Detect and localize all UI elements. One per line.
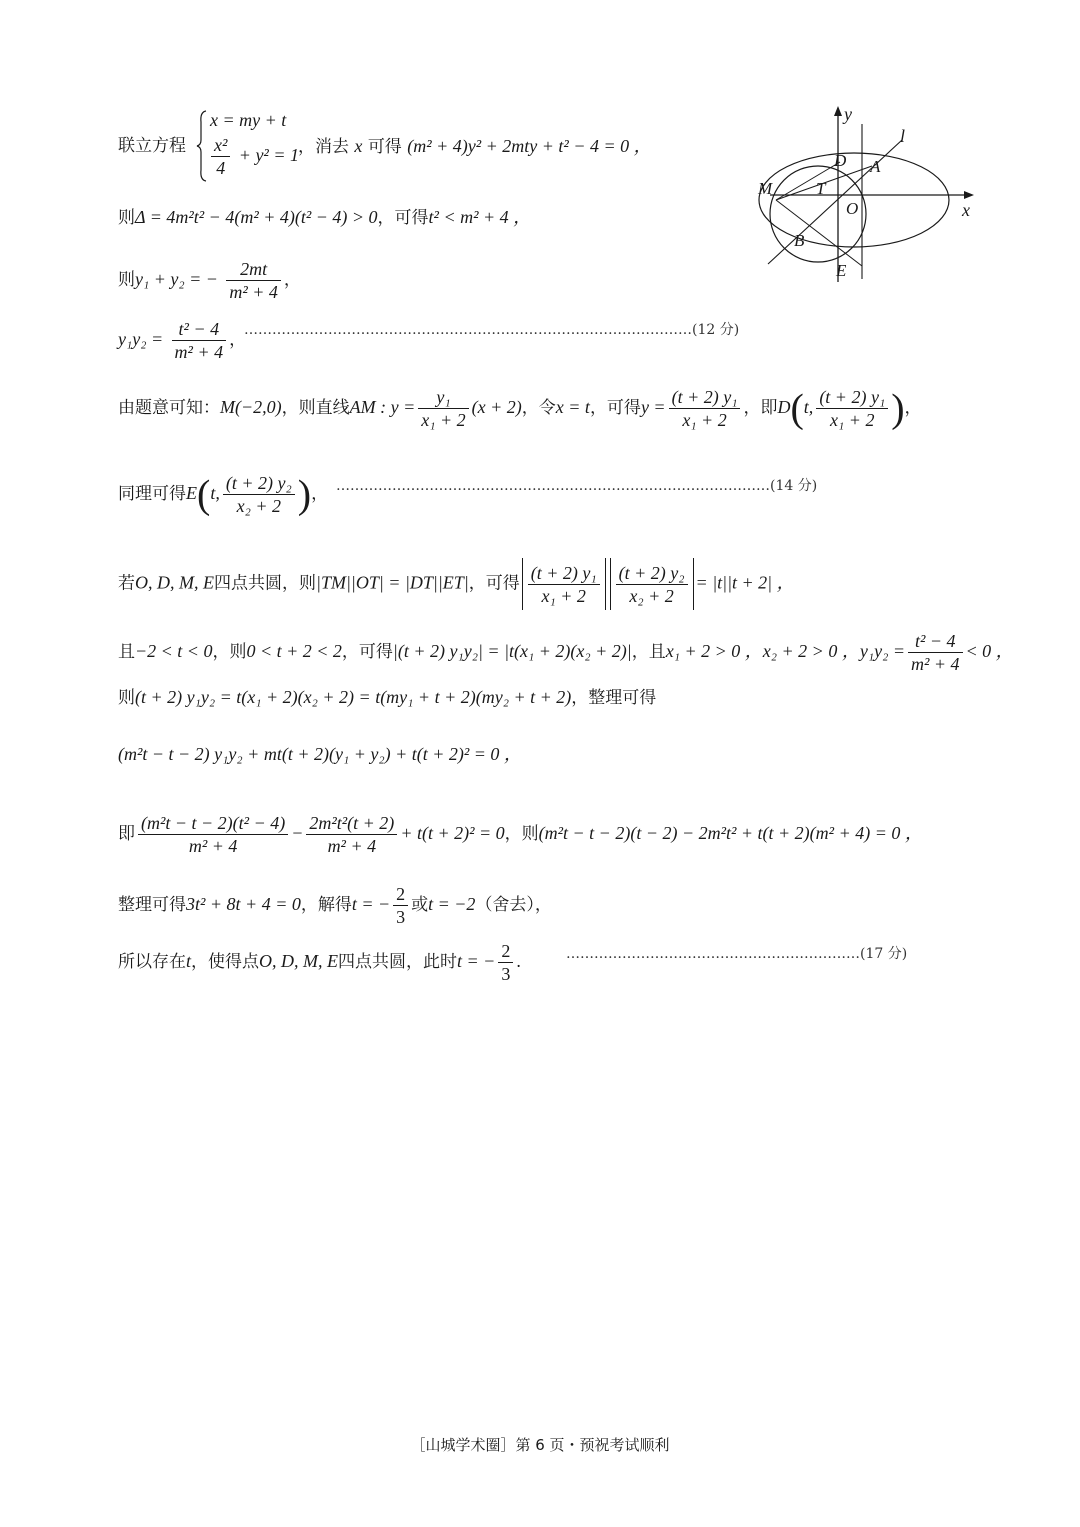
text: 则 — [118, 270, 135, 290]
abs-bar — [610, 558, 611, 610]
geometry-figure — [756, 104, 986, 284]
text: 则 — [118, 688, 135, 708]
numerator: 2m²t²(t + 2) — [306, 812, 397, 835]
text: 整理可得 — [118, 895, 186, 915]
score-dots: …………………………………………………………………………………(14 分) — [336, 478, 818, 494]
equation: + y² = 1 — [238, 145, 299, 165]
denominator: 3 — [501, 964, 511, 984]
line-concyclic — [118, 558, 795, 610]
numerator: y₁ — [418, 386, 468, 409]
text: ， — [229, 330, 247, 350]
equation: (m² + 4)y² + 2mty + t² − 4 = 0 ， — [407, 136, 652, 156]
equation: y₁y₂ = — [118, 329, 164, 349]
numerator: t² − 4 — [172, 318, 227, 341]
line-eliminate — [298, 134, 652, 159]
line-AM — [118, 386, 922, 431]
denominator: m² + 4 — [229, 282, 278, 302]
page-footer: ［山城学术圈］第 6 页・预祝考试顺利 — [410, 1436, 670, 1454]
numerator: 2 — [498, 940, 513, 963]
numerator: (t + 2) y₁ — [669, 386, 741, 409]
equation: |TM||OT| = |DT||ET| — [316, 572, 469, 593]
line-product — [118, 318, 246, 363]
equation: y = — [640, 397, 666, 417]
fraction — [172, 318, 227, 363]
equation: t, — [803, 397, 814, 417]
numerator: (t + 2) y₁ — [816, 386, 888, 409]
fraction — [393, 883, 408, 928]
equation: D — [777, 397, 791, 417]
text: 由题意可知： — [118, 398, 220, 418]
text: 且 — [118, 642, 135, 662]
equation: < 0 ， — [965, 641, 1014, 661]
text-label: 联立方程 — [118, 136, 186, 156]
equation: − — [291, 823, 304, 843]
period: . — [516, 951, 521, 971]
fraction — [816, 386, 888, 431]
equation: E — [186, 483, 197, 503]
equation: Δ = 4m²t² − 4(m² + 4)(t² − 4) > 0 — [135, 207, 378, 227]
denominator: x₂ + 2 — [236, 496, 281, 516]
fraction — [616, 562, 688, 607]
equation: x₁ + 2 > 0 ，x₂ + 2 > 0 ，y₁y₂ = — [665, 641, 905, 661]
system-eq1 — [210, 108, 286, 133]
equation: x = t — [555, 397, 590, 417]
line-equation — [118, 685, 656, 710]
text: ，即 — [743, 398, 778, 418]
equation: t = − — [351, 894, 391, 914]
text: ，则直线 — [281, 398, 350, 418]
abs-bar — [522, 558, 523, 610]
equation: 3t² + 8t + 4 = 0 — [186, 894, 301, 914]
numerator: 2 — [393, 883, 408, 906]
equation: t, — [210, 483, 220, 503]
score-dots: ………………………………………………………(17 分) — [566, 946, 908, 962]
numerator: (t + 2) y₁ — [528, 562, 600, 585]
numerator: x² — [211, 134, 230, 157]
equation: 0 < t + 2 < 2 — [246, 641, 342, 661]
denominator: m² + 4 — [910, 654, 960, 674]
paren-close: ) — [297, 471, 312, 517]
fraction — [908, 630, 963, 675]
numerator: 2mt — [226, 258, 281, 281]
fraction — [498, 940, 513, 985]
equation: −2 < t < 0 — [135, 641, 213, 661]
line-E — [118, 472, 328, 517]
text: 同理可得 — [118, 484, 186, 504]
text: ， — [311, 484, 329, 504]
text: ， — [904, 398, 922, 418]
text: 则 — [118, 208, 135, 228]
equation: (t + 2) y₁y₂ = t(x₁ + 2)(x₂ + 2) = t(my₁ + t + 2)(my₂ + t + 2) — [135, 687, 572, 707]
denominator: m² + 4 — [174, 342, 224, 362]
line-sum — [118, 258, 301, 303]
text: ，则 — [504, 824, 539, 844]
label-B: B — [794, 231, 805, 250]
text: ，使得点 — [191, 952, 260, 972]
system-eq2 — [208, 134, 299, 179]
equation: (x + 2) — [471, 397, 522, 417]
text: ，可得 — [341, 642, 393, 662]
denominator: 4 — [216, 158, 226, 178]
fraction — [528, 562, 600, 607]
equation: t² < m² + 4 ， — [428, 207, 532, 227]
label-E: E — [836, 261, 847, 280]
equation: x = my + t — [210, 110, 287, 130]
score-14 — [336, 474, 817, 498]
x-axis-arrow-icon — [964, 191, 974, 199]
fraction — [138, 812, 288, 857]
denominator: x₁ + 2 — [541, 585, 586, 606]
text: ，整理可得 — [571, 688, 657, 708]
label-T: T — [816, 179, 826, 198]
line-discriminant — [118, 205, 531, 230]
fraction — [306, 812, 397, 857]
paren-open: ( — [197, 471, 211, 517]
abs-bar — [605, 558, 606, 610]
denominator: x₁ + 2 — [830, 410, 875, 430]
label-x: x — [962, 200, 970, 220]
text: ，可得 — [468, 573, 520, 594]
fraction — [418, 386, 468, 431]
line-range — [118, 630, 1014, 675]
paren-close: ) — [891, 385, 905, 431]
text: ，且 — [631, 642, 666, 662]
equation: M(−2,0) — [220, 397, 282, 417]
score-12 — [244, 318, 739, 342]
numerator: (t + 2) y₂ — [223, 472, 295, 495]
equation: O, D, M, E — [135, 572, 214, 593]
fraction — [211, 134, 230, 179]
text: ，可得 — [377, 208, 429, 228]
line-substitute — [118, 812, 923, 857]
equation: t = −2 — [428, 894, 476, 914]
text: 四点共圆，此时 — [338, 952, 458, 972]
fraction — [226, 258, 281, 303]
fraction — [669, 386, 741, 431]
text: ，令 — [521, 398, 556, 418]
denominator: m² + 4 — [327, 836, 377, 856]
label-D: D — [834, 151, 847, 170]
score-dots: ……………………………………………………………………………………(12 分) — [244, 322, 740, 338]
label-A: A — [870, 157, 881, 176]
label-y: y — [844, 104, 852, 124]
fraction — [223, 472, 295, 517]
text: 或 — [411, 895, 429, 915]
variable: x — [354, 136, 363, 156]
equation: O, D, M, E — [259, 951, 339, 971]
y-axis-arrow-icon — [834, 106, 842, 116]
label-l: l — [900, 126, 906, 146]
text: 所以存在 — [118, 952, 186, 972]
text: ， — [283, 270, 301, 290]
equation: (m²t − t − 2)(t − 2) − 2m²t² + t(t + 2)(m² + 4) = 0 ， — [538, 823, 923, 843]
label-M: M — [758, 179, 773, 198]
line-expanded — [118, 742, 522, 767]
denominator: x₁ + 2 — [682, 410, 727, 430]
score-17 — [566, 942, 907, 966]
denominator: x₁ + 2 — [421, 410, 466, 430]
text: ，解得 — [300, 895, 352, 915]
denominator: m² + 4 — [188, 836, 238, 856]
variable: t — [186, 951, 192, 971]
abs-bar — [693, 558, 694, 610]
equation: + t(t + 2)² = 0 — [400, 823, 505, 843]
label-O: O — [846, 199, 859, 218]
denominator: x₂ + 2 — [629, 585, 674, 606]
paren-open: ( — [790, 385, 804, 431]
equation: t = − — [457, 951, 496, 971]
text: 四点共圆，则 — [214, 573, 316, 594]
equation: |(t + 2) y₁y₂| = |t(x₁ + 2)(x₂ + 2)| — [392, 641, 632, 661]
numerator: t² − 4 — [908, 630, 963, 653]
numerator: (m²t − t − 2)(t² − 4) — [138, 812, 288, 835]
brace-icon — [196, 110, 208, 182]
text: ，消去 — [298, 137, 349, 157]
text: ，可得 — [589, 398, 641, 418]
equation: (m²t − t − 2) y₁y₂ + mt(t + 2)(y₁ + y₂) + t(t + 2)² = 0 ， — [118, 744, 522, 764]
equation: AM : y = — [349, 397, 416, 417]
text: 即 — [118, 824, 135, 844]
text: 若 — [118, 573, 135, 594]
text: 可得 — [367, 137, 402, 157]
line-system-label — [118, 134, 186, 158]
equation: y₁ + y₂ = − — [135, 269, 218, 289]
denominator: 3 — [396, 907, 406, 927]
numerator: (t + 2) y₂ — [616, 562, 688, 585]
line-conclusion — [118, 940, 521, 985]
text: ，则 — [212, 642, 247, 662]
line-solve — [118, 883, 552, 928]
equation: = |t||t + 2| ， — [695, 572, 795, 593]
text: （舍去）， — [475, 895, 552, 915]
